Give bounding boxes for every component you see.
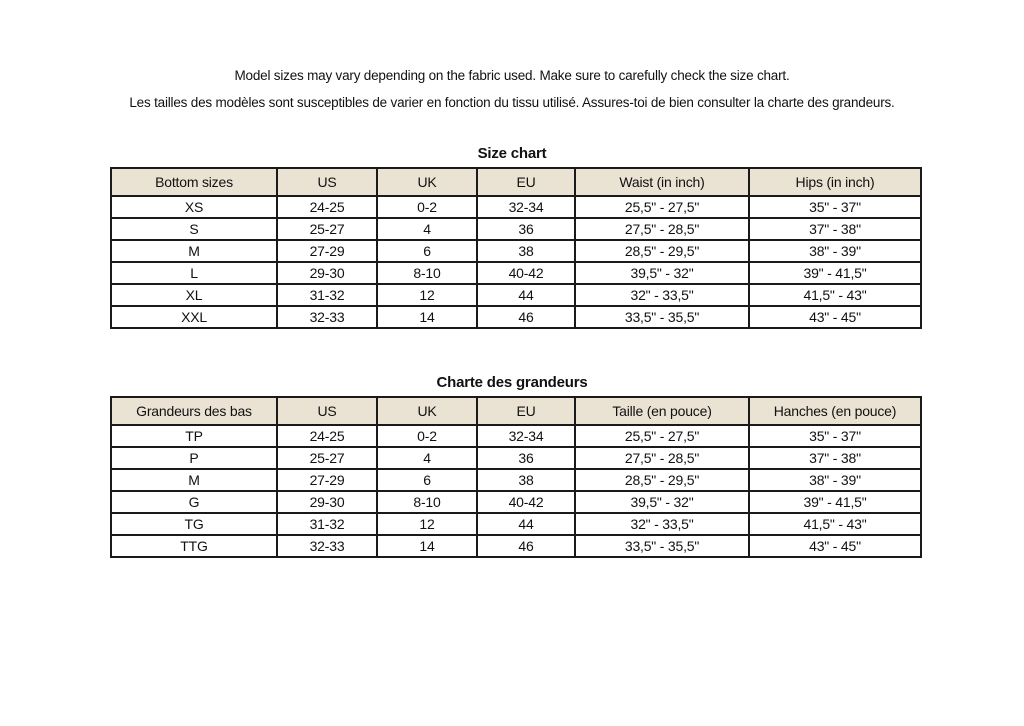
table-cell: 44: [477, 513, 575, 535]
table-cell: 36: [477, 218, 575, 240]
intro-text-en: Model sizes may vary depending on the fabric used. Make sure to carefully check the size chart.: [234, 68, 790, 83]
table-row: [111, 469, 921, 491]
table-cell: 41,5" - 43": [749, 284, 921, 306]
table-cell: 32" - 33,5": [575, 513, 749, 535]
table-cell: 27,5" - 28,5": [575, 218, 749, 240]
table-row: [111, 513, 921, 535]
table-cell: 46: [477, 306, 575, 328]
table-row: [111, 491, 921, 513]
table-cell: 44: [477, 284, 575, 306]
table-cell: 31-32: [277, 513, 377, 535]
table-cell: L: [111, 262, 277, 284]
column-header: UK: [377, 168, 477, 196]
table-cell: 6: [377, 240, 477, 262]
column-header: EU: [477, 168, 575, 196]
table-cell: 37" - 38": [749, 218, 921, 240]
table-cell: TG: [111, 513, 277, 535]
table-cell: 4: [377, 218, 477, 240]
table-cell: 28,5" - 29,5": [575, 469, 749, 491]
table-cell: 25,5" - 27,5": [575, 196, 749, 218]
table-cell: 25-27: [277, 218, 377, 240]
table-cell: 41,5" - 43": [749, 513, 921, 535]
table-cell: 38: [477, 240, 575, 262]
table-row: [111, 196, 921, 218]
table-cell: 24-25: [277, 425, 377, 447]
table-cell: 39,5" - 32": [575, 262, 749, 284]
table-cell: 40-42: [477, 491, 575, 513]
column-header: Taille (en pouce): [575, 397, 749, 425]
table-cell: 31-32: [277, 284, 377, 306]
header-row: [111, 168, 921, 196]
table-cell: 25,5" - 27,5": [575, 425, 749, 447]
intro-text-fr: Les tailles des modèles sont susceptibles de varier en fonction du tissu utilisé. Assures-toi de bien consulter la charte des grandeurs.: [129, 95, 895, 110]
table-cell: 35" - 37": [749, 425, 921, 447]
table-cell: 35" - 37": [749, 196, 921, 218]
table-row: [111, 284, 921, 306]
table-cell: 4: [377, 447, 477, 469]
size-chart-section-fr: [0, 374, 1024, 558]
table-cell: 25-27: [277, 447, 377, 469]
table-cell: 39" - 41,5": [749, 262, 921, 284]
table-cell: 37" - 38": [749, 447, 921, 469]
size-chart-title-en: Size chart: [477, 145, 547, 162]
column-header: Hanches (en pouce): [749, 397, 921, 425]
table-cell: 8-10: [377, 491, 477, 513]
table-cell: 33,5" - 35,5": [575, 306, 749, 328]
column-header: Hips (in inch): [749, 168, 921, 196]
column-header: US: [277, 168, 377, 196]
table-cell: 36: [477, 447, 575, 469]
table-cell: 32-34: [477, 196, 575, 218]
table-cell: 39,5" - 32": [575, 491, 749, 513]
table-cell: TTG: [111, 535, 277, 557]
table-cell: 27-29: [277, 469, 377, 491]
table-row: [111, 218, 921, 240]
table-cell: M: [111, 469, 277, 491]
table-cell: 24-25: [277, 196, 377, 218]
column-header: Grandeurs des bas: [111, 397, 277, 425]
table-cell: 0-2: [377, 196, 477, 218]
size-chart-section-en: [0, 145, 1024, 329]
table-cell: 40-42: [477, 262, 575, 284]
header-row: [111, 397, 921, 425]
table-cell: 43" - 45": [749, 306, 921, 328]
table-cell: 12: [377, 284, 477, 306]
table-cell: 32-33: [277, 306, 377, 328]
table-cell: S: [111, 218, 277, 240]
intro-block: [0, 0, 1024, 111]
table-cell: 29-30: [277, 262, 377, 284]
table-cell: XXL: [111, 306, 277, 328]
table-cell: 38: [477, 469, 575, 491]
table-cell: 27,5" - 28,5": [575, 447, 749, 469]
table-cell: 33,5" - 35,5": [575, 535, 749, 557]
size-chart-table-en: [110, 167, 922, 329]
table-cell: 46: [477, 535, 575, 557]
column-header: US: [277, 397, 377, 425]
table-cell: 28,5" - 29,5": [575, 240, 749, 262]
table-cell: 14: [377, 306, 477, 328]
column-header: Waist (in inch): [575, 168, 749, 196]
table-row: [111, 425, 921, 447]
table-row: [111, 262, 921, 284]
table-cell: 14: [377, 535, 477, 557]
table-cell: 8-10: [377, 262, 477, 284]
table-cell: 32-33: [277, 535, 377, 557]
table-row: [111, 447, 921, 469]
table-cell: 32" - 33,5": [575, 284, 749, 306]
table-cell: XS: [111, 196, 277, 218]
table-cell: 29-30: [277, 491, 377, 513]
column-header: EU: [477, 397, 575, 425]
table-cell: P: [111, 447, 277, 469]
column-header: UK: [377, 397, 477, 425]
table-row: [111, 240, 921, 262]
table-row: [111, 535, 921, 557]
table-cell: 27-29: [277, 240, 377, 262]
table-cell: TP: [111, 425, 277, 447]
table-cell: G: [111, 491, 277, 513]
table-cell: 38" - 39": [749, 240, 921, 262]
size-chart-table-fr: [110, 396, 922, 558]
table-cell: 38" - 39": [749, 469, 921, 491]
table-cell: 6: [377, 469, 477, 491]
size-chart-title-fr: Charte des grandeurs: [436, 374, 588, 391]
table-cell: 32-34: [477, 425, 575, 447]
table-cell: 39" - 41,5": [749, 491, 921, 513]
table-cell: XL: [111, 284, 277, 306]
table-cell: 0-2: [377, 425, 477, 447]
table-row: [111, 306, 921, 328]
table-cell: 43" - 45": [749, 535, 921, 557]
table-cell: 12: [377, 513, 477, 535]
table-cell: M: [111, 240, 277, 262]
column-header: Bottom sizes: [111, 168, 277, 196]
